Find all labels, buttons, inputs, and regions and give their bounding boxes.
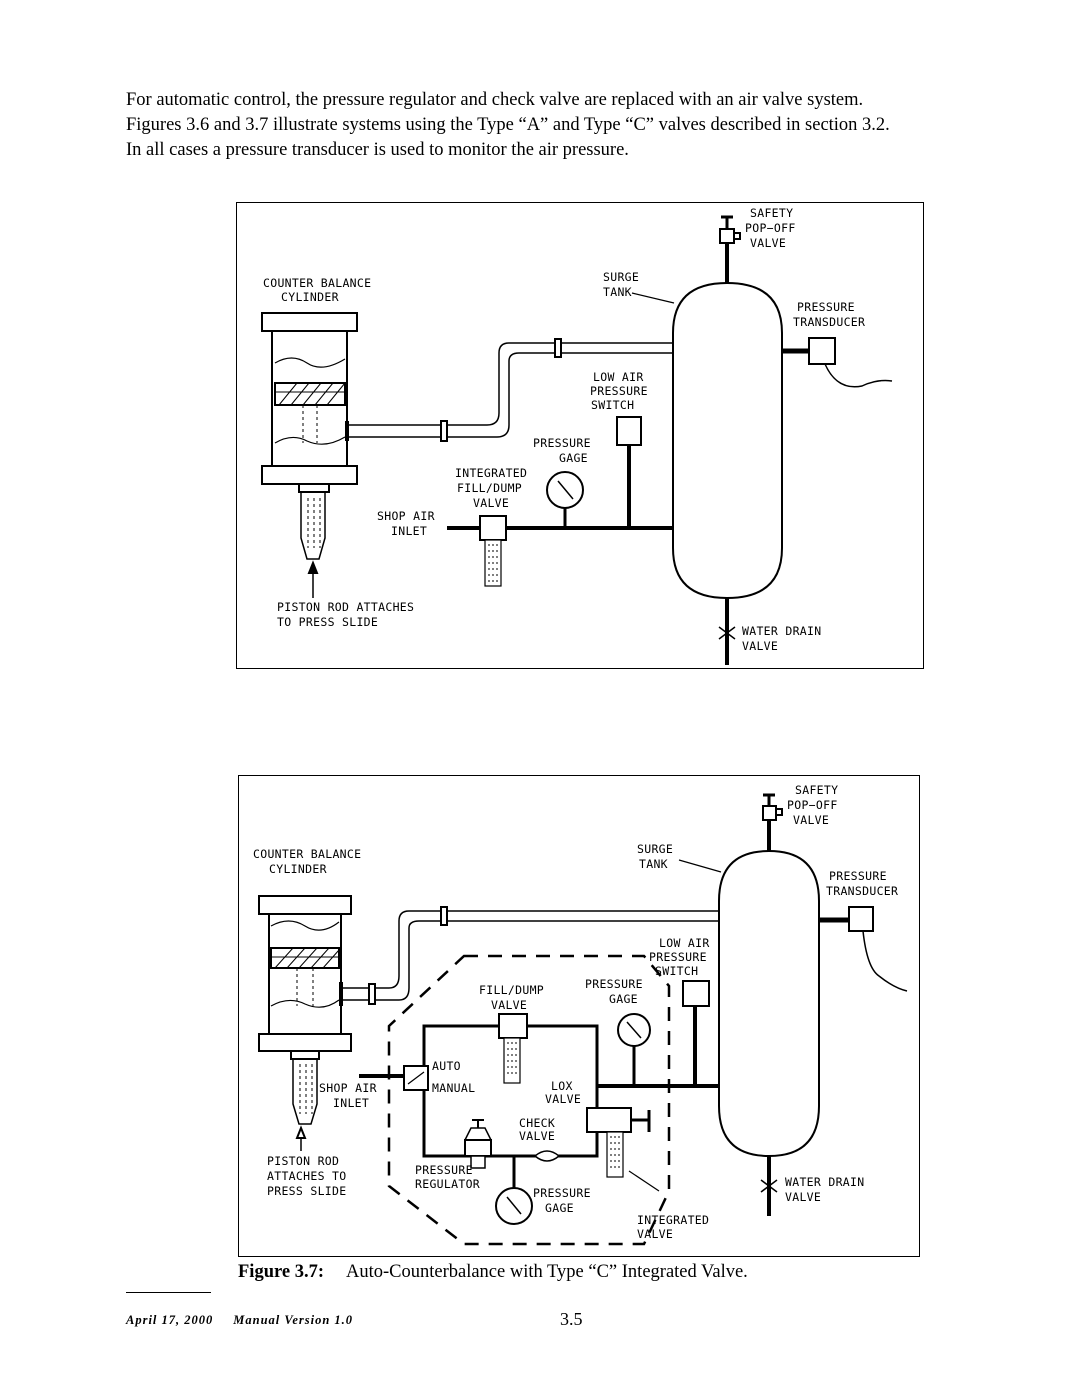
fig2-surge-line2: TANK <box>639 857 668 871</box>
caption-number: Figure 3.7: <box>238 1262 324 1282</box>
cylinder-top-cap <box>259 896 351 914</box>
fig2-lowair-line3: SWITCH <box>655 964 699 978</box>
fig2-counter-line1: COUNTER BALANCE <box>253 847 362 861</box>
fig1-transducer-line1: PRESSURE <box>797 300 855 314</box>
fig2-surge-line1: SURGE <box>637 842 674 856</box>
fig2-integrated-line2: VALVE <box>637 1227 674 1241</box>
footer-date: April 17, 2000 <box>126 1313 214 1327</box>
pressure-regulator <box>465 1140 491 1156</box>
page-number: 3.5 <box>560 1309 583 1329</box>
fig2-safety-line3: VALVE <box>793 813 830 827</box>
fig1-safety-line1: SAFETY <box>750 206 794 220</box>
intro-paragraph <box>126 88 1046 163</box>
fig2-regulator-line1: PRESSURE <box>415 1163 473 1177</box>
fig1-lowair-line1: LOW AIR <box>593 370 644 384</box>
fill-dump-valve <box>480 516 506 540</box>
fig1-counter-line2: CYLINDER <box>281 290 339 304</box>
intro-line-1: For automatic control, the pressure regulator and check valve are replaced with an air valve system. <box>126 90 864 110</box>
fig1-lowair-line3: SWITCH <box>591 398 635 412</box>
fig1-counter-line1: COUNTER BALANCE <box>263 276 372 290</box>
fig1-piston-line1: PISTON ROD ATTACHES <box>277 600 415 614</box>
safety-valve <box>763 806 776 820</box>
fig1-drain-line2: VALVE <box>742 639 779 653</box>
fig1-integrated-line3: VALVE <box>473 496 510 510</box>
fig1-gage-line1: PRESSURE <box>533 436 591 450</box>
fig2-gage-bottom-line2: GAGE <box>545 1201 574 1215</box>
check-valve <box>535 1151 559 1161</box>
intro-line-3: In all cases a pressure transducer is used to monitor the air pressure. <box>126 140 629 160</box>
transducer-cable <box>863 931 907 991</box>
fig2-shop-line2: INLET <box>333 1096 370 1110</box>
caption-text: Auto-Counterbalance with Type “C” Integrated Valve. <box>345 1262 748 1282</box>
fig1-safety-line2: POP−OFF <box>745 221 796 235</box>
fig2-counter-line2: CYLINDER <box>269 862 327 876</box>
fig2-safety-line2: POP−OFF <box>787 798 838 812</box>
piston-rod <box>293 1059 317 1124</box>
fig1-shop-line1: SHOP AIR <box>377 509 435 523</box>
fill-dump-valve <box>499 1014 527 1038</box>
fig2-filldump-line2: VALVE <box>491 998 528 1012</box>
cylinder-top-cap <box>262 313 357 331</box>
fig1-shop-line2: INLET <box>391 524 428 538</box>
fig2-lox-line1: LOX <box>551 1079 573 1093</box>
fig1-lowair-line2: PRESSURE <box>590 384 648 398</box>
fig1-drain-line1: WATER DRAIN <box>742 624 822 638</box>
lox-valve <box>587 1108 631 1132</box>
cylinder-bottom-cap <box>259 1034 351 1051</box>
fig1-integrated-line2: FILL/DUMP <box>457 481 523 495</box>
intro-line-2: Figures 3.6 and 3.7 illustrate systems using the Type “A” and Type “C” valves described in section 3.2. <box>126 115 890 135</box>
fig2-auto-label: AUTO <box>432 1059 461 1073</box>
fig2-piston-line3: PRESS SLIDE <box>267 1184 347 1198</box>
piston-rod <box>301 492 325 559</box>
figure-caption <box>238 1262 748 1283</box>
fig2-regulator-line2: REGULATOR <box>415 1177 481 1191</box>
fig2-transducer-line2: TRANSDUCER <box>826 884 899 898</box>
low-air-pressure-switch <box>683 981 709 1006</box>
figure-3-7-diagram <box>238 775 920 1257</box>
surge-tank <box>673 283 782 598</box>
fig2-safety-line1: SAFETY <box>795 783 839 797</box>
low-air-pressure-switch <box>617 417 641 445</box>
fig2-manual-label: MANUAL <box>432 1081 476 1095</box>
cylinder-body <box>269 914 341 1034</box>
pressure-transducer-box <box>809 338 835 364</box>
piston-rod-collar <box>299 484 329 492</box>
cylinder-bottom-cap <box>262 466 357 484</box>
cylinder-piston <box>275 383 345 405</box>
fig1-surge-line1: SURGE <box>603 270 640 284</box>
fig2-integrated-line1: INTEGRATED <box>637 1213 710 1227</box>
fig1-transducer-line2: TRANSDUCER <box>793 315 866 329</box>
fig2-lowair-line1: LOW AIR <box>659 936 710 950</box>
fig2-filldump-line1: FILL/DUMP <box>479 983 545 997</box>
fig2-gage-top-line1: PRESSURE <box>585 977 643 991</box>
fig2-gage-bottom-line1: PRESSURE <box>533 1186 591 1200</box>
fig2-shop-line1: SHOP AIR <box>319 1081 377 1095</box>
fig2-transducer-line1: PRESSURE <box>829 869 887 883</box>
footer-rule <box>126 1292 211 1293</box>
safety-valve <box>720 229 734 243</box>
footer-version: Manual Version 1.0 <box>233 1313 354 1327</box>
fig2-piston-line2: ATTACHES TO <box>267 1169 347 1183</box>
fig1-integrated-line1: INTEGRATED <box>455 466 528 480</box>
transducer-cable <box>825 364 892 387</box>
surge-tank <box>719 851 819 1156</box>
fig2-drain-line1: WATER DRAIN <box>785 1175 865 1189</box>
fig1-piston-line2: TO PRESS SLIDE <box>277 615 379 629</box>
fig2-drain-line2: VALVE <box>785 1190 822 1204</box>
fig2-lox-line2: VALVE <box>545 1092 582 1106</box>
figure-3-6-diagram <box>236 202 924 669</box>
fig2-lowair-line2: PRESSURE <box>649 950 707 964</box>
fig1-gage-line2: GAGE <box>559 451 588 465</box>
fig2-check-line1: CHECK <box>519 1116 556 1130</box>
fig2-gage-top-line2: GAGE <box>609 992 638 1006</box>
pressure-transducer-box <box>849 907 873 931</box>
fig2-piston-line1: PISTON ROD <box>267 1154 340 1168</box>
fig1-surge-line2: TANK <box>603 285 632 299</box>
fig2-check-line2: VALVE <box>519 1129 556 1143</box>
footer <box>126 1313 353 1328</box>
fig1-safety-line3: VALVE <box>750 236 787 250</box>
